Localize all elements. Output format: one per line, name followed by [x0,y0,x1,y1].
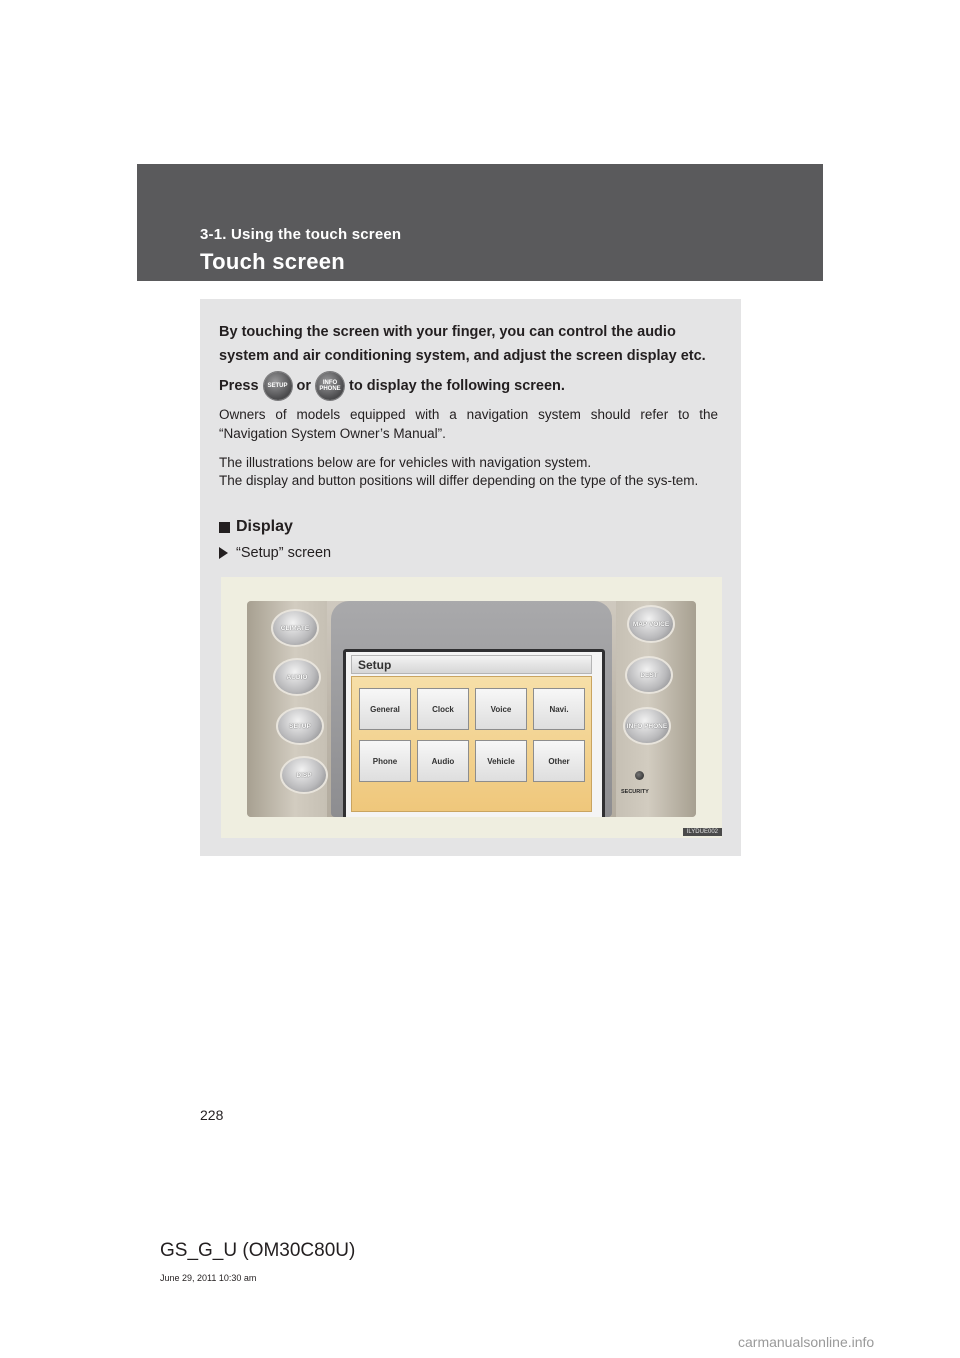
security-indicator [635,771,644,780]
document-id: GS_G_U (OM30C80U) [160,1240,356,1261]
audio-button: AUDIO [273,658,321,696]
disp-button: DISP [280,756,328,794]
bullet-text: “Setup” screen [236,545,332,561]
voice-button: Voice [475,688,527,730]
press-instruction [219,372,719,400]
clock-button: Clock [417,688,469,730]
intro-text: By touching the screen with your finger, you can control the audio system and air conditioning system, and adjust the screen display etc. [219,324,706,364]
setup-button: SETUP [276,707,324,745]
triangle-bullet-icon [219,547,228,559]
phone-button: Phone [359,740,411,782]
info-phone-button: INFO PHONE [623,707,671,745]
press-suffix: to display the following screen. [349,378,565,394]
page-title: Touch screen [200,249,346,274]
press-prefix: Press [219,378,259,394]
general-button: General [359,688,411,730]
page-number: 228 [200,1107,224,1123]
setup-screen-illustration [221,577,722,838]
document-date: June 29, 2011 10:30 am [160,1273,257,1283]
security-label: SECURITY [621,789,649,795]
display-subhead [219,518,293,536]
press-or: or [296,378,312,394]
climate-button: CLIMATE [271,609,319,647]
info-phone-button-icon: INFO PHONE [316,372,344,400]
square-bullet-icon [219,522,230,533]
audio-screen-button: Audio [417,740,469,782]
display-note: The display and button positions will differ depending on the type of the sys-tem. [219,473,699,488]
navi-button: Navi. [533,688,585,730]
section-label: 3-1. Using the touch screen [200,226,402,243]
other-button: Other [533,740,585,782]
console-panel [247,601,696,817]
watermark: carmanualsonline.info [738,1334,875,1350]
vehicle-button: Vehicle [475,740,527,782]
subhead-text: Display [236,518,293,535]
dest-button: DEST [625,656,673,694]
screen-body [351,676,592,812]
illustration-note: The illustrations below are for vehicles with navigation system. [219,455,592,470]
setup-screen-bullet [219,545,331,561]
screen-title: Setup [351,655,592,674]
map-voice-button: MAP VOICE [627,605,675,643]
touch-screen [343,649,605,817]
navigation-note: Owners of models equipped with a navigation system should refer to the “Navigation System Owner’s Manual”. [219,407,718,441]
illustration-code: ILYDUE002 [683,828,722,836]
setup-button-icon: SETUP [264,372,292,400]
